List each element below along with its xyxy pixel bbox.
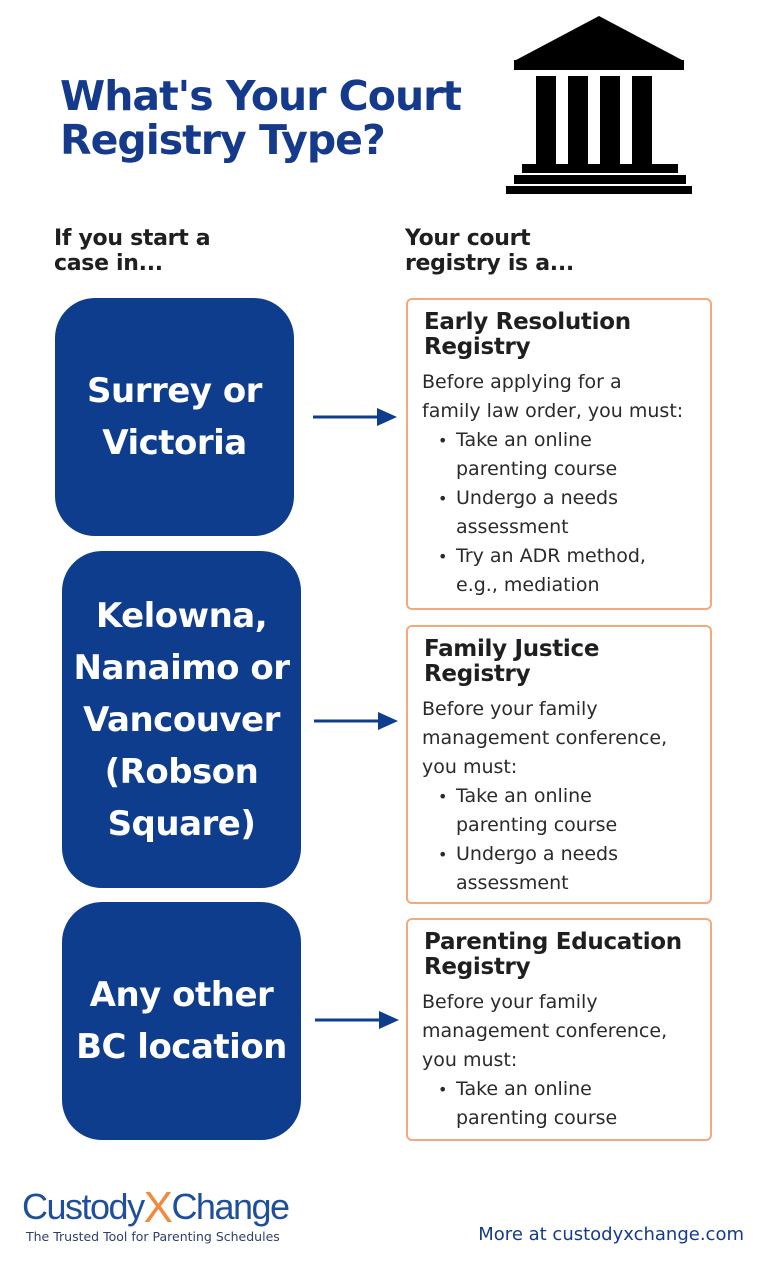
page-title: What's Your Court Registry Type? (60, 72, 461, 164)
right-column-header: Your court registry is a... (405, 226, 574, 276)
left-column-header: If you start a case in... (54, 226, 211, 276)
arrow-right-icon (314, 709, 398, 733)
location-box-1 (55, 298, 294, 536)
registry-card-1 (406, 298, 712, 610)
location-box-2 (62, 551, 301, 888)
list-item: • Undergo a needs assessment (456, 484, 696, 542)
list-item: • Take an online parenting course (456, 782, 696, 840)
footer-link[interactable]: More at custodyxchange.com (478, 1224, 744, 1245)
requirement-list (422, 1075, 696, 1133)
list-item: • Undergo a needs assessment (456, 840, 696, 898)
registry-title: Family Justice Registry (424, 636, 600, 687)
courthouse-icon (504, 14, 694, 194)
brand-name-part1: Custody (22, 1186, 144, 1227)
brand-x-mark: X (143, 1183, 172, 1232)
location-label: Any other BC location (76, 975, 287, 1067)
registry-intro: Before applying for a family law order, you must: (422, 371, 684, 422)
arrow-right-icon (315, 1008, 399, 1032)
registry-title: Parenting Education Registry (424, 929, 682, 980)
registry-title: Early Resolution Registry (424, 309, 631, 360)
list-item: • Take an online parenting course (456, 1075, 696, 1133)
requirement-list (422, 426, 696, 600)
registry-card-3 (406, 918, 712, 1141)
location-label: Surrey or Victoria (87, 371, 262, 463)
brand-logo (22, 1180, 289, 1232)
registry-intro: Before your family management conference, you must: (422, 991, 668, 1071)
location-label: Kelowna, Nanaimo or Vancouver (Robson Square) (73, 595, 290, 844)
requirement-list (422, 782, 696, 898)
location-box-3 (62, 902, 301, 1140)
brand-name-part2: Change (171, 1186, 289, 1227)
list-item: • Take an online parenting course (456, 426, 696, 484)
brand-tagline: The Trusted Tool for Parenting Schedules (26, 1229, 280, 1244)
list-item: • Try an ADR method, e.g., mediation (456, 542, 696, 600)
registry-card-2 (406, 625, 712, 904)
arrow-right-icon (313, 405, 397, 429)
registry-intro: Before your family management conference, you must: (422, 698, 668, 778)
